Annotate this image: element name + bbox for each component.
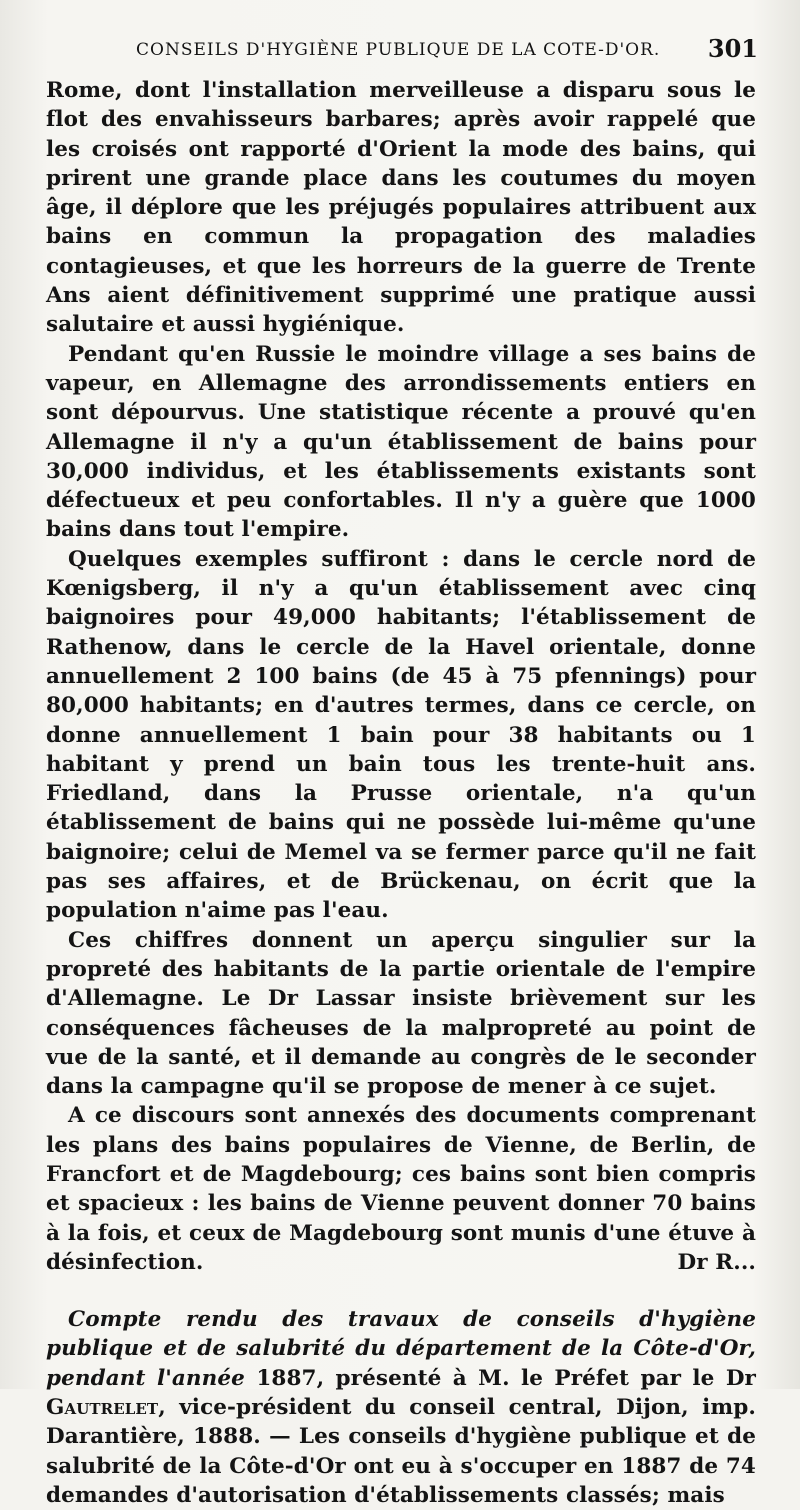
running-title: CONSEILS D'HYGIÈNE PUBLIQUE DE LA COTE-D'OR. [136, 40, 661, 60]
review-paragraph [46, 1305, 756, 1510]
body-text [46, 76, 756, 1510]
paragraph-2: Pendant qu'en Russie le moindre village a ses bains de vapeur, en Allemagne des arrondissements entiers en sont dépourvus. Une statistique récente a prouvé qu'en Allemagne il n'y a qu'un établissement de bains pour 30,000 individus, et les établissements existants sont défectueux et peu confortables. Il n'y a guère que 1000 bains dans tout l'empire. [46, 341, 756, 543]
review-year: 1887 [256, 1365, 317, 1391]
paragraph-4: Ces chiffres donnent un aperçu singulier sur la propreté des habitants de la partie orientale de l'empire d'Allemagne. Le Dr Lassar insiste brièvement sur les conséquences fâcheuses de la malpropreté au point de vue de la santé, et il demande au congrès de le seconder dans la campagne qu'il se propose de mener à ce sujet. [46, 927, 756, 1100]
paragraph-3: Quelques exemples suffiront : dans le cercle nord de Kœnigsberg, il n'y a qu'un établissement avec cinq baignoires pour 49,000 habitants; l'établissement de Rathenow, dans le cercle de la Havel orientale, donne annuellement 2 100 bains (de 45 à 75 pfennings) pour 80,000 habitants; en d'autres termes, dans ce cercle, on donne annuellement 1 bain pour 38 habitants ou 1 habitant y prend un bain tous les trente-huit ans. Friedland, dans la Prusse orientale, n'a qu'un établissement de bains qui ne possède lui-même qu'une baignoire; celui de Memel va se fermer parce qu'il ne fait pas ses affaires, et de Brückenau, on écrit que la population n'aime pas l'eau. [46, 546, 756, 924]
paragraph-5-text: A ce discours sont annexés des documents comprenant les plans des bains populaires de Vienne, de Berlin, de Francfort et de Magdebourg; ces bains sont bien compris et spacieux : les bains de Vienne peuvent donner 70 bains à la fois, et ceux de Magdebourg sont munis d'une étuve à désinfection. [46, 1103, 756, 1275]
paragraph-1: Rome, dont l'installation merveilleuse a disparu sous le flot des envahisseurs barbares; après avoir rappelé que les croisés ont rapporté d'Orient la mode des bains, qui prirent une grande place dans les coutumes du moyen âge, il déplore que les préjugés populaires attribuent aux bains en commun la propagation des maladies contagieuses, et que les horreurs de la guerre de Trente Ans aient définitivement supprimé une pratique aussi salutaire et aussi hygiénique. [46, 78, 756, 338]
review-presented-to: , présenté à M. le Préfet par le Dr [316, 1365, 756, 1391]
paragraph-5 [46, 1101, 756, 1277]
review-title: Compte rendu des travaux de conseils d'hygiène publique et de salubrité du département de la Côte-d'Or, pendant l'année [46, 1307, 756, 1391]
signature: Dr R... [677, 1249, 756, 1275]
review-rest: , vice-président du conseil central, Dijon, imp. Darantière, 1888. — Les conseils d'hygiène publique et de salubrité de la Côte-d'Or ont eu à s'occuper en 1887 de 74 demandes d'autorisation d'établissements classés; mais [46, 1395, 756, 1508]
page-number: 301 [707, 34, 758, 63]
page-header [46, 34, 758, 74]
review-author: Gautrelet [46, 1395, 159, 1421]
